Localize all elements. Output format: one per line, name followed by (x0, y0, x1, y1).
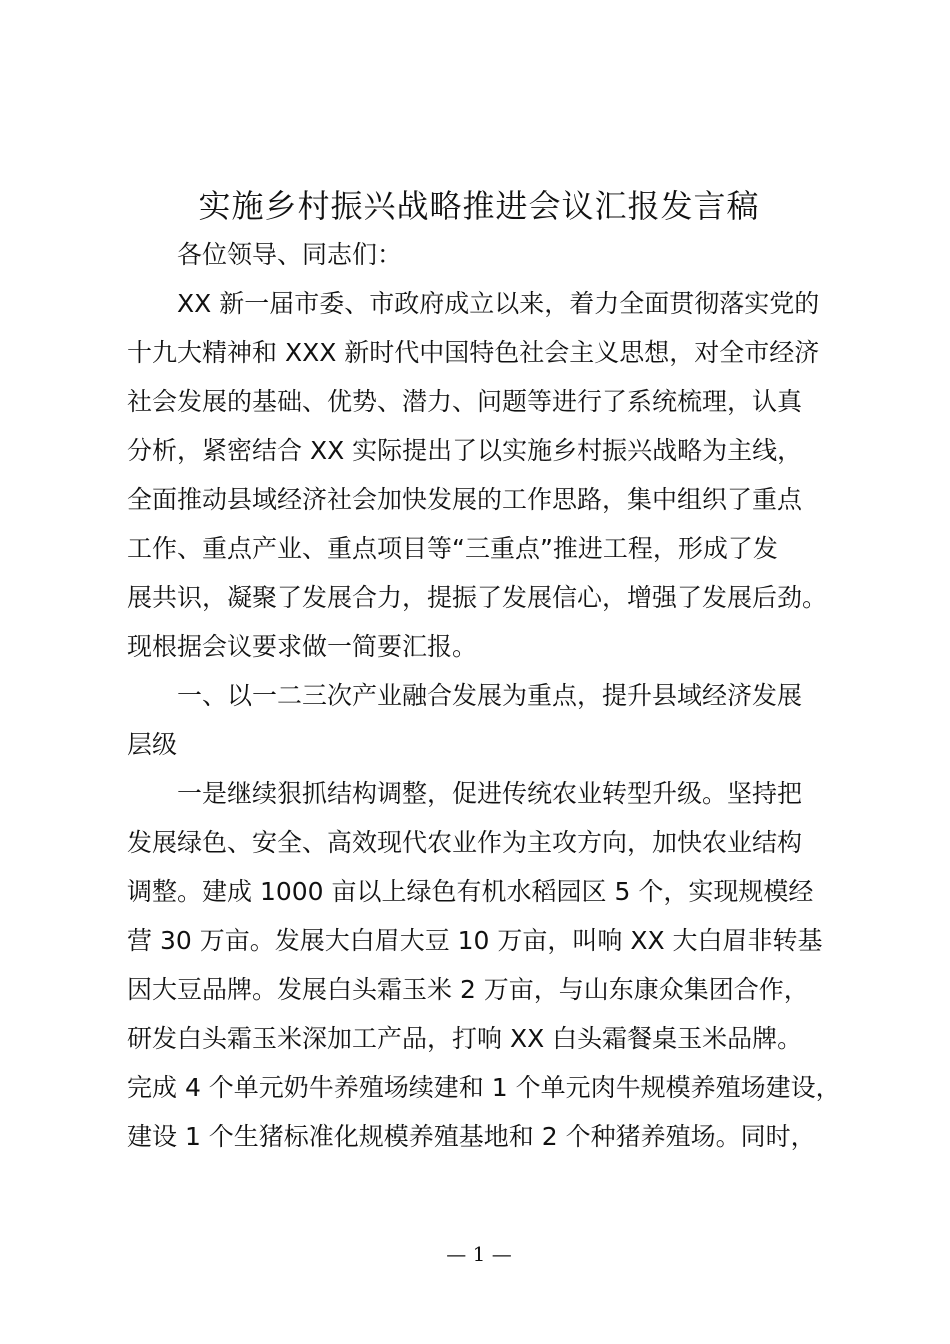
paragraph-line: 社会发展的基础、优势、潜力、问题等进行了系统梳理，认真 (127, 387, 803, 416)
paragraph-line: 建设 1 个生猪标准化规模养殖基地和 2 个种猪养殖场。同时， (127, 1122, 816, 1151)
section-heading-line: 层级 (127, 730, 178, 759)
paragraph-line: 调整。建成 1000 亩以上绿色有机水稻园区 5 个，实现规模经 (127, 877, 814, 906)
paragraph-line: 分析，紧密结合 XX 实际提出了以实施乡村振兴战略为主线， (127, 436, 803, 465)
document-title: 实施乡村振兴战略推进会议汇报发言稿 (198, 187, 760, 225)
paragraph-line: 因大豆品牌。发展白头霜玉米 2 万亩，与山东康众集团合作， (127, 975, 809, 1004)
section-heading-line: 一、以一二三次产业融合发展为重点，提升县域经济发展 (177, 681, 803, 710)
paragraph-line: 研发白头霜玉米深加工产品，打响 XX 白头霜餐桌玉米品牌。 (127, 1024, 803, 1053)
paragraph-line: 完成 4 个单元奶牛养殖场续建和 1 个单元肉牛规模养殖场建设， (127, 1073, 841, 1102)
paragraph-line: 十九大精神和 XXX 新时代中国特色社会主义思想，对全市经济 (127, 338, 820, 367)
paragraph-line: 展共识，凝聚了发展合力，提振了发展信心，增强了发展后劲。 (127, 583, 828, 612)
paragraph-line: 工作、重点产业、重点项目等“三重点”推进工程，形成了发 (127, 534, 778, 563)
paragraph-line: 一是继续狠抓结构调整，促进传统农业转型升级。坚持把 (177, 779, 803, 808)
paragraph-line: 营 30 万亩。发展大白眉大豆 10 万亩，叫响 XX 大白眉非转基 (127, 926, 823, 955)
salutation-line: 各位领导、同志们： (177, 240, 403, 269)
document-body (127, 230, 867, 1161)
paragraph-line: 发展绿色、安全、高效现代农业作为主攻方向，加快农业结构 (127, 828, 803, 857)
paragraph-line: XX 新一届市委、市政府成立以来，着力全面贯彻落实党的 (177, 289, 820, 318)
paragraph-line: 现根据会议要求做一简要汇报。 (127, 632, 478, 661)
page-number: — 1 — (446, 1242, 512, 1266)
paragraph-line: 全面推动县域经济社会加快发展的工作思路，集中组织了重点 (127, 485, 803, 514)
